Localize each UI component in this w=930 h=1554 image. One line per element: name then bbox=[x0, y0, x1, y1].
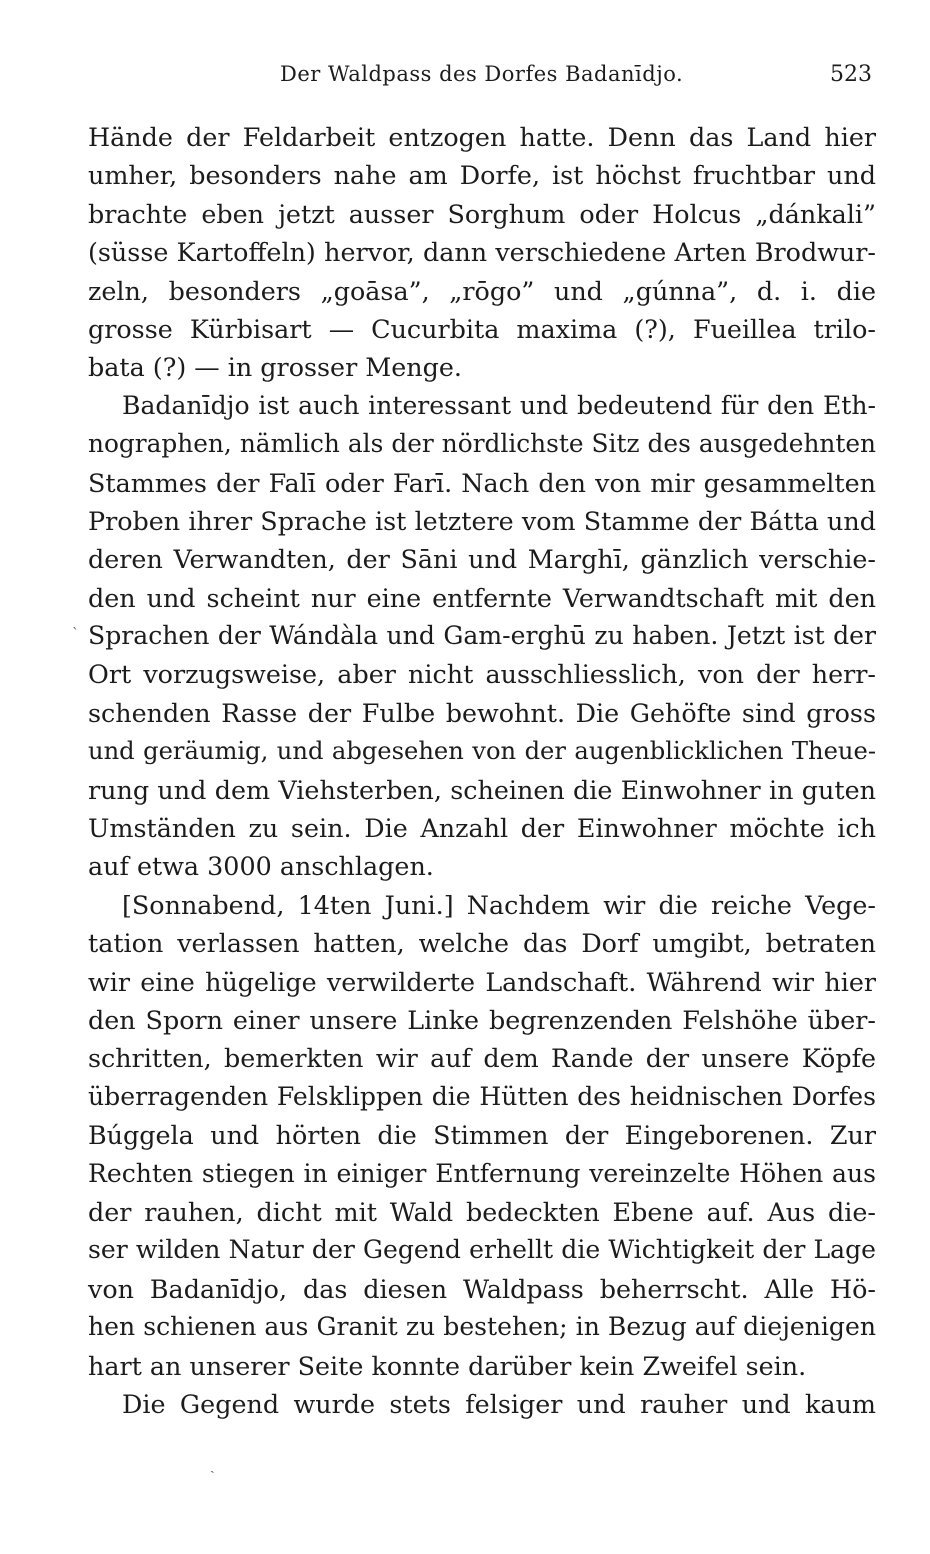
text-line: Hände der Feldarbeit entzogen hatte. Denn das Land hier bbox=[88, 122, 876, 152]
running-head bbox=[0, 62, 930, 102]
text-line: [Sonnabend, 14ten Juni.] Nachdem wir die reiche Vege- bbox=[122, 889, 876, 920]
text-line: zeln, besonders „goāsa”, „rōgo” und „gúnna”, d. i. die bbox=[88, 275, 876, 306]
text-line: von Badanīdjo, das diesen Waldpass beherrscht. Alle Hö- bbox=[88, 1273, 876, 1304]
text-line: den und scheint nur eine entfernte Verwandtschaft mit den bbox=[88, 582, 876, 613]
body-text bbox=[88, 118, 876, 1423]
text-line: Badanīdjo ist auch interessant und bedeutend für den Eth- bbox=[122, 390, 876, 420]
text-line: (süsse Kartoffeln) hervor, dann verschiedene Arten Brodwur- bbox=[88, 237, 876, 268]
text-line: der rauhen, dicht mit Wald bedeckten Ebene auf. Aus die- bbox=[88, 1196, 876, 1227]
text-line: nographen, nämlich als der nördlichste Sitz des ausgedehnten bbox=[88, 429, 876, 459]
text-line: Búggela und hörten die Stimmen der Eingeborenen. Zur bbox=[88, 1120, 876, 1151]
text-line: Umständen zu sein. Die Anzahl der Einwohner möchte ich bbox=[88, 813, 876, 844]
text-line: Ort vorzugsweise, aber nicht ausschliesslich, von der herr- bbox=[88, 659, 876, 690]
text-line: tation verlassen hatten, welche das Dorf umgibt, betraten bbox=[88, 928, 876, 959]
text-line: Die Gegend wurde stets felsiger und rauher und kaum bbox=[122, 1388, 876, 1419]
margin-speck: ˏ bbox=[210, 1458, 215, 1474]
text-line: auf etwa 3000 anschlagen. bbox=[88, 851, 434, 882]
text-line: Stammes der Falī oder Farī. Nach den von mir gesammelten bbox=[88, 467, 876, 498]
text-line: Proben ihrer Sprache ist letztere vom Stamme der Bátta und bbox=[88, 505, 876, 536]
text-line: deren Verwandten, der Sāni und Marghī, gänzlich verschie- bbox=[88, 544, 876, 575]
text-line: und geräumig, und abgesehen von der augenblicklichen Theue- bbox=[88, 737, 876, 766]
text-line: Rechten stiegen in einiger Entfernung vereinzelte Höhen aus bbox=[88, 1158, 876, 1188]
text-line: hart an unserer Seite konnte darüber kein Zweifel sein. bbox=[88, 1350, 807, 1381]
margin-speck: ˋ bbox=[72, 626, 79, 642]
text-line: ser wilden Natur der Gegend erhellt die Wichtigkeit der Lage bbox=[88, 1235, 876, 1265]
page-number: 523 bbox=[830, 62, 872, 87]
running-title: Der Waldpass des Dorfes Badanīdjo. bbox=[280, 62, 684, 86]
text-line: umher, besonders nahe am Dorfe, ist höchst fruchtbar und bbox=[88, 160, 876, 191]
text-line: bata (?) — in grosser Menge. bbox=[88, 352, 463, 383]
text-line: den Sporn einer unsere Linke begrenzenden Felshöhe über- bbox=[88, 1004, 876, 1035]
text-line: schenden Rasse der Fulbe bewohnt. Die Gehöfte sind gross bbox=[88, 697, 876, 728]
text-line: wir eine hügelige verwilderte Landschaft. Während wir hier bbox=[88, 966, 876, 997]
text-line: rung und dem Viehsterben, scheinen die Einwohner in guten bbox=[88, 774, 876, 805]
text-line: Sprachen der Wándàla und Gam-erghū zu haben. Jetzt ist der bbox=[88, 621, 876, 651]
text-line: überragenden Felsklippen die Hütten des heidnischen Dorfes bbox=[88, 1081, 876, 1111]
text-line: brachte eben jetzt ausser Sorghum oder Holcus „dánkali” bbox=[88, 198, 876, 229]
text-line: grosse Kürbisart — Cucurbita maxima (?), Fueillea trilo- bbox=[88, 313, 876, 344]
text-line: hen schienen aus Granit zu bestehen; in Bezug auf diejenigen bbox=[88, 1312, 876, 1342]
text-line: schritten, bemerkten wir auf dem Rande der unsere Köpfe bbox=[88, 1043, 876, 1074]
